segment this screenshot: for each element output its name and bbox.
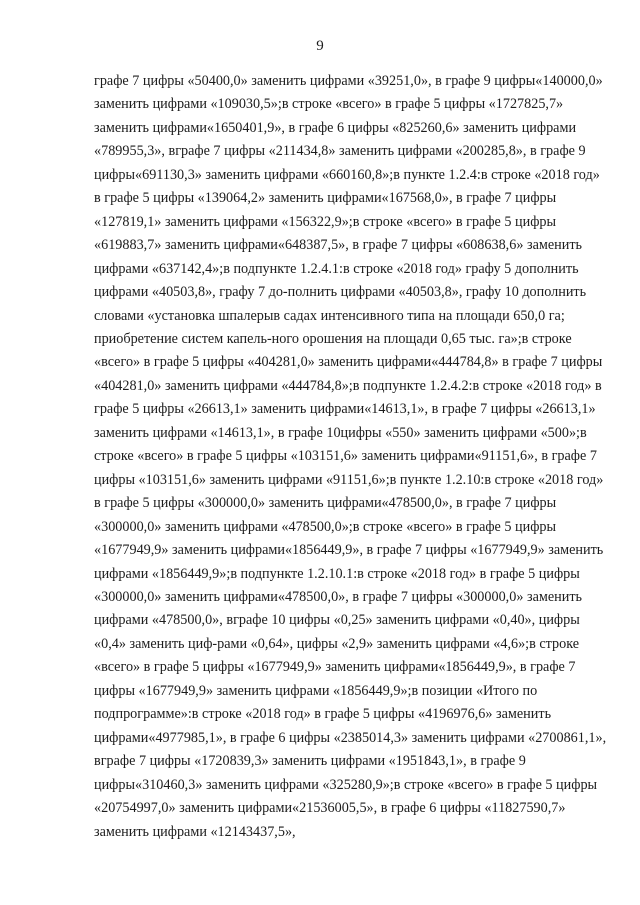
text-line: в строке «всего» в графе 5 цифры «1677949,9» заменить цифрами [94, 635, 580, 676]
text-line: полнить цифрами «40503,8», графу 10 дополнить словами «установка шпалеры [94, 284, 587, 324]
text-line: «478500,0», в графе 7 цифры «300000,0» заменить цифрами «478500,0», в [94, 588, 582, 629]
page-number: 9 [316, 38, 324, 54]
text-line: в подпункте 1.2.4.1: [223, 260, 343, 277]
text-line: в строке «всего» в графе 5 цифры «404281,0» заменить цифрами [94, 330, 572, 371]
text-line: в строке «всего» в графе 5 цифры «1677949,9» заменить цифрами [94, 518, 557, 559]
text-line: в строке «всего» в графе 5 цифры «1727825,7» заменить цифрами [94, 96, 564, 136]
text-line: графе 10 цифры «0,25» заменить цифрами «0,40», цифры «0,4» заменить циф- [94, 612, 580, 652]
text-line: в садах интенсивного типа на площади 650,0 га; приобретение систем капель- [94, 307, 565, 347]
text-line: ного орошения на площади 0,65 тыс. га»; [271, 330, 522, 347]
text-line: «1856449,9», в графе 7 цифры «1677949,9» заменить цифрами «1856449,9»; [94, 659, 576, 699]
text-line: в пункте 1.2.4: [393, 166, 481, 183]
text-line: «1856449,9», в графе 7 цифры «1677949,9» заменить цифрами «1856449,9»; [94, 542, 604, 582]
text-line: «444784,8» в графе 7 цифры «404281,0» заменить цифрами «444784,8»; [94, 354, 603, 394]
text-line: в строке «2018 год» в графе 5 цифры «26613,1» заменить цифрами [94, 377, 602, 418]
text-line: в строке «2018 год» в графе 5 цифры «300000,0» заменить цифрами [94, 565, 580, 605]
text-line: «140000,0» заменить цифрами «109030,5»; [94, 73, 603, 113]
text-line: «691130,3» заменить цифрами «660160,8»; [135, 166, 394, 183]
text-line: «310460,3» заменить цифрами «325280,9»; [135, 776, 394, 793]
text-line: в позиции «Итого по подпрограмме»: [94, 682, 538, 723]
text-line: «14613,1», в графе 7 цифры «26613,1» заменить цифрами «14613,1», в графе 10 [94, 401, 596, 441]
text-line: «167568,0», в графе 7 цифры «127819,1» заменить цифрами «156322,9»; [94, 190, 557, 230]
text-line: в подпункте 1.2.4.2: [352, 377, 473, 394]
text-line: цифры «550» заменить цифрами «500»; [340, 424, 580, 441]
text-line: графе 7 цифры «211434,8» заменить цифрами «200285,8», в графе 9 цифры [94, 143, 586, 183]
text-line: «1650401,9», в графе 6 цифры «825260,6» заменить цифрами «789955,3», в [94, 119, 577, 160]
text-line: рами «0,64», цифры «2,9» заменить цифрами «4,6»; [217, 635, 530, 652]
document-body [94, 70, 608, 844]
text-line: в подпункте 1.2.10.1: [230, 565, 358, 582]
text-line: в пункте 1.2.10: [389, 471, 485, 488]
text-line: графе 7 цифры «50400,0» заменить цифрами «39251,0», в графе 9 цифры [94, 73, 536, 89]
text-line: «91151,6», в графе 7 цифры «103151,6» заменить цифрами «91151,6»; [94, 448, 597, 488]
text-line: в строке «2018 год» в графе 5 цифры «139064,2» заменить цифрами [94, 166, 600, 207]
text-line: в строке «всего» в графе 5 цифры «20754997,0» заменить цифрами [94, 776, 598, 817]
text-line: в строке «2018 год» в графе 5 цифры «4196976,6» заменить цифрами [94, 706, 552, 746]
text-line: графе 7 цифры «1720839,3» заменить цифрами «1951843,1», в графе 9 цифры [94, 753, 526, 793]
text-line: «648387,5», в графе 7 цифры «608638,6» заменить цифрами «637142,4»; [94, 237, 582, 277]
text-line: в строке «2018 год» в графе 5 цифры «300000,0» заменить цифрами [94, 471, 604, 512]
text-line: «21536005,5», в графе 6 цифры «11827590,7» заменить цифрами «12143437,5», [94, 800, 566, 840]
text-line: в строке «2018 год» графу 5 дополнить цифрами «40503,8», графу 7 до- [94, 260, 579, 301]
text-line: «478500,0», в графе 7 цифры «300000,0» заменить цифрами «478500,0»; [94, 495, 557, 535]
text-line: «4977985,1», в графе 6 цифры «2385014,3» заменить цифрами «2700861,1», в [94, 729, 607, 770]
text-line: в строке «всего» в графе 5 цифры «103151,6» заменить цифрами [94, 424, 587, 465]
text-line: в строке «всего» в графе 5 цифры «619883,7» заменить цифрами [94, 213, 557, 254]
